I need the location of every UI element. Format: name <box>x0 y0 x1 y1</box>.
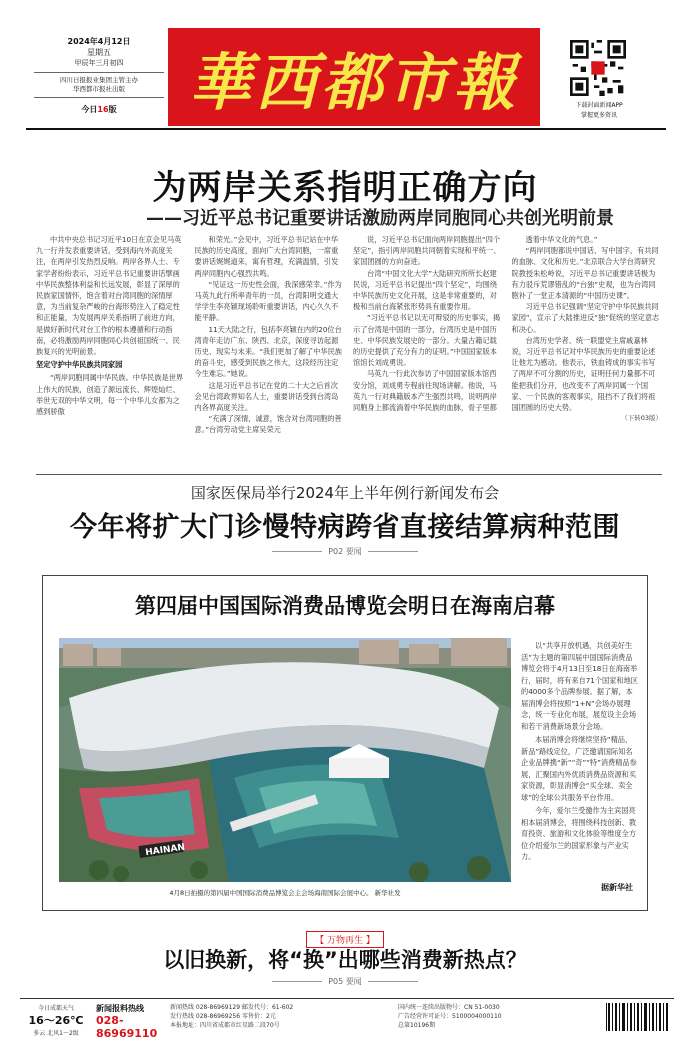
contact-info <box>170 1003 390 1030</box>
lead-headline[interactable]: 为两岸关系指明正确方向 <box>152 168 538 208</box>
paragraph: 今年，爱尔兰受邀作为主宾国亮相本届消博会，将围绕科技创新、教育投资、旅游和文化体验等维度全方位介绍爱尔兰的国家形象与产业实力。 <box>521 806 637 861</box>
publisher-line: 四川日报报业集团主管主办 <box>60 76 138 84</box>
masthead <box>0 6 690 126</box>
masthead-rule <box>26 128 666 130</box>
divider <box>34 72 164 73</box>
paragraph: 本届消博会将继续坚持“精品、新品”路线定位，广泛邀请国际知名企业品牌携“新”“奇”“特”消费精品参展，汇聚国内外优质消费品资源和买家资源，彰显消博会“买全球、卖全球”的全球公共服务平台作用。 <box>521 735 637 802</box>
info-line: 国内统一连续出版物号：CN 51-0030 <box>398 1004 500 1011</box>
paragraph: 透着中华文化的气息。” <box>525 235 598 244</box>
section-heading: 坚定守护中华民族共同家园 <box>36 360 123 370</box>
feature-headline[interactable]: 第四届中国国际消费品博览会明日在海南启幕 <box>135 594 555 618</box>
expo-center-photo[interactable] <box>59 638 511 882</box>
lead-subhead: ——习近平总书记重要讲话激励两岸同胞同心共创光明前景 <box>146 208 614 229</box>
paragraph: “充满了深情，诚意，饱含对台湾同胞的善意。”台湾劳动党主席吴荣元 <box>194 414 342 435</box>
lead-column-1 <box>36 234 187 490</box>
lead-column-3 <box>353 234 504 490</box>
continued-link[interactable]: （下转03版） <box>621 414 662 423</box>
weather-description: 多云 北风1～2级 <box>33 1030 79 1037</box>
paragraph: 马英九一行此次参访了中国国家版本馆西安分馆，刘成勇专程前往现场讲解。他说，马英九一行对典籍版本产生强烈共鸣，说明两岸同胞身上都流淌着中华民族的血脉，骨子里都 <box>353 369 497 413</box>
barcode-icon <box>604 1001 672 1037</box>
story3-page-ref[interactable]: P05 要闻 <box>0 976 690 987</box>
paragraph: 11天大陆之行，包括李亮颖在内的20位台湾青年走访广东、陕西、北京，深度寻访起源历史、现实与未来。“我们更加了解了中华民族的奋斗史，感受到民族之伟大，这段经历注定今生难忘。”她说。 <box>194 324 342 379</box>
venue-sign-text: HAINAN <box>144 842 186 859</box>
info-line: 新闻热线 028-86969129 邮发代号：61-602 <box>170 1004 294 1011</box>
section-rule <box>36 474 662 475</box>
weather-label: 今日成都天气 <box>37 1005 74 1012</box>
publisher-line: 华西都市报社出版 <box>73 85 125 93</box>
paragraph: 台湾“中国文化大学”大陆研究所所长赵建民说，习近平总书记提出“四个坚定”，均围绕中华民族历史文化开展，这是非常重要的，对极和当前台海紧张形势具有重要作用。 <box>353 268 498 312</box>
info-line: 本报地址：四川省成都市红星路二段70号 <box>170 1022 280 1029</box>
lead-column-2 <box>195 234 346 490</box>
issue-weekday: 星期五 <box>87 48 111 57</box>
paragraph: 这是习近平总书记在党的二十大之后首次会见台湾政界知名人士，重要讲话受到台湾岛内各界高度关注。 <box>194 380 339 413</box>
paragraph: 中共中央总书记习近平10日在京会见马英九一行并发表重要讲话，受到海内外高度关注，在两岸引发热烈反响。两岸各界人士、专家学者纷纷表示，习近平总书记重要讲话擘画中华民族整体利益和长远发展，彰显了深厚的民族家国情怀，饱含着对台湾同胞的深情厚意，为当前复杂严峻的台海形势注入了稳定性和正能量，为发展两岸关系指明了前进方向，是做好新时代对台工作的根本遵循和行动指南，必将激励两岸同胞同心共创祖国统一、民族复兴的光明前景。 <box>36 235 182 357</box>
photo-illustration <box>59 638 511 882</box>
newspaper-logo[interactable] <box>168 28 540 126</box>
info-line: 发行热线 028-86969256 零售价：2元 <box>170 1013 276 1020</box>
lead-column-4 <box>512 234 663 490</box>
app-caption: 下载封面新闻APP <box>575 102 623 109</box>
hotline-number[interactable]: 028-86969110 <box>96 1014 158 1040</box>
info-line: 总第10196期 <box>398 1022 436 1029</box>
page-count <box>34 104 164 115</box>
story3-headline[interactable]: 以旧换新，将“换”出哪些消费新热点？ <box>163 948 527 972</box>
paragraph: 以“共享开放机遇，共创美好生活”为主题的第四届中国国际消费品博览会将于4月13日至18日在海南举行，届时，将有来自71个国家和地区的4000多个品牌参展。据了解，本届消博会将按照“1+N”会场办展理念，统一专业化布展，展览设主会场和若干消费新场景分会场。 <box>521 641 638 731</box>
page-footer <box>20 998 674 1040</box>
lunar-date: 甲辰年三月初四 <box>74 59 124 67</box>
column-tag: 【 万物再生 】 <box>306 931 384 948</box>
paragraph: 习近平总书记强调“坚定守护中华民族共同家园”，宣示了大陆推进反“独”促统的坚定意志和决心。 <box>511 302 660 334</box>
app-qr-block <box>560 40 670 120</box>
page-count-suffix: 版 <box>108 105 117 114</box>
page-count-prefix: 今日 <box>81 105 98 114</box>
story2-headline[interactable]: 今年将扩大门诊慢特病跨省直接结算病种范围 <box>70 512 620 543</box>
feature-box <box>42 575 648 911</box>
paragraph: 说，习近平总书记面向两岸同胞提出“四个坚定”，指引两岸同胞共同朝着实现和平统一、家国团圆的方向奋进。 <box>353 235 501 267</box>
story2-page-ref[interactable]: P02 要闻 <box>0 546 690 557</box>
paragraph: 和荣光。”会见中，习近平总书记站在中华民族的历史高度，面向广大台湾同胞，一席重要讲话娓娓道来，寓有哲理，充满温情，引发两岸同胞内心强烈共鸣。 <box>194 235 339 278</box>
page-count-number: 16 <box>97 105 109 114</box>
lead-body <box>36 234 662 490</box>
info-line: 广告经营许可证号：5100004000110 <box>398 1013 502 1020</box>
weather-box <box>24 1003 88 1037</box>
paragraph: “两岸同胞都说中国话、写中国字，有共同的血脉、文化和历史。”北京联合大学台湾研究院教授朱松岭说，习近平总书记重要讲话极为有力驳斥荒谬错乱的“台独”史观，也为台湾同胞补了一堂正本清源的“中国历史课”。 <box>511 246 659 301</box>
date-box <box>34 36 164 115</box>
story2-kicker: 国家医保局举行2024年上半年例行新闻发布会 <box>190 484 500 502</box>
feature-credit: 据新华社 <box>601 883 633 892</box>
photo-caption: 4月8日拍摄的第四届中国国际消费品博览会主会场海南国际会展中心。 新华社发 <box>169 889 401 897</box>
divider <box>34 97 164 98</box>
hotline-label: 新闻报料热线 <box>96 1004 144 1013</box>
publication-info <box>398 1003 598 1030</box>
issue-date: 2024年4月12日 <box>67 37 131 46</box>
weather-temperature: 16～26℃ <box>28 1014 84 1027</box>
paragraph: “习近平总书记以无可辩驳的历史事实，揭示了台湾是中国的一部分，台湾历史是中国历史、中华民族发展史的一部分。大量古籍记载的历史提供了充分有力的证明。”中国国家版本馆馆长刘成勇说。 <box>353 313 501 368</box>
news-hotline <box>96 1003 162 1040</box>
logo-text: 華西都市報 <box>188 45 519 119</box>
paragraph: “见证这一历史性会面，我深感荣幸。”作为马英九此行所率青年的一员，台湾阳明交通大学学生李亮颖现场聆听重要讲话，内心久久不能平静。 <box>194 279 342 323</box>
qr-code-icon[interactable] <box>570 40 626 96</box>
feature-body <box>521 640 639 865</box>
paragraph: 台湾历史学者、统一联盟党主席戚嘉林说，习近平总书记对中华民族历史的重要论述让他尤为感动。他表示，铁血铸成的事实书写了两岸不可分割的历史，证明任何力量都不可能把我们分开，也改变不了两岸同属一个国家、一个民族的客观事实，阻挡不了我们将祖国团圆的历史大势。 <box>511 335 656 413</box>
app-caption-sub: 掌握更多资讯 <box>580 112 617 119</box>
paragraph: “两岸同胞同属中华民族。中华民族是世界上伟大的民族，创造了源远流长、辉煌灿烂、举世无双的中华文明，每一个中华儿女都为之感到骄傲 <box>36 373 184 417</box>
